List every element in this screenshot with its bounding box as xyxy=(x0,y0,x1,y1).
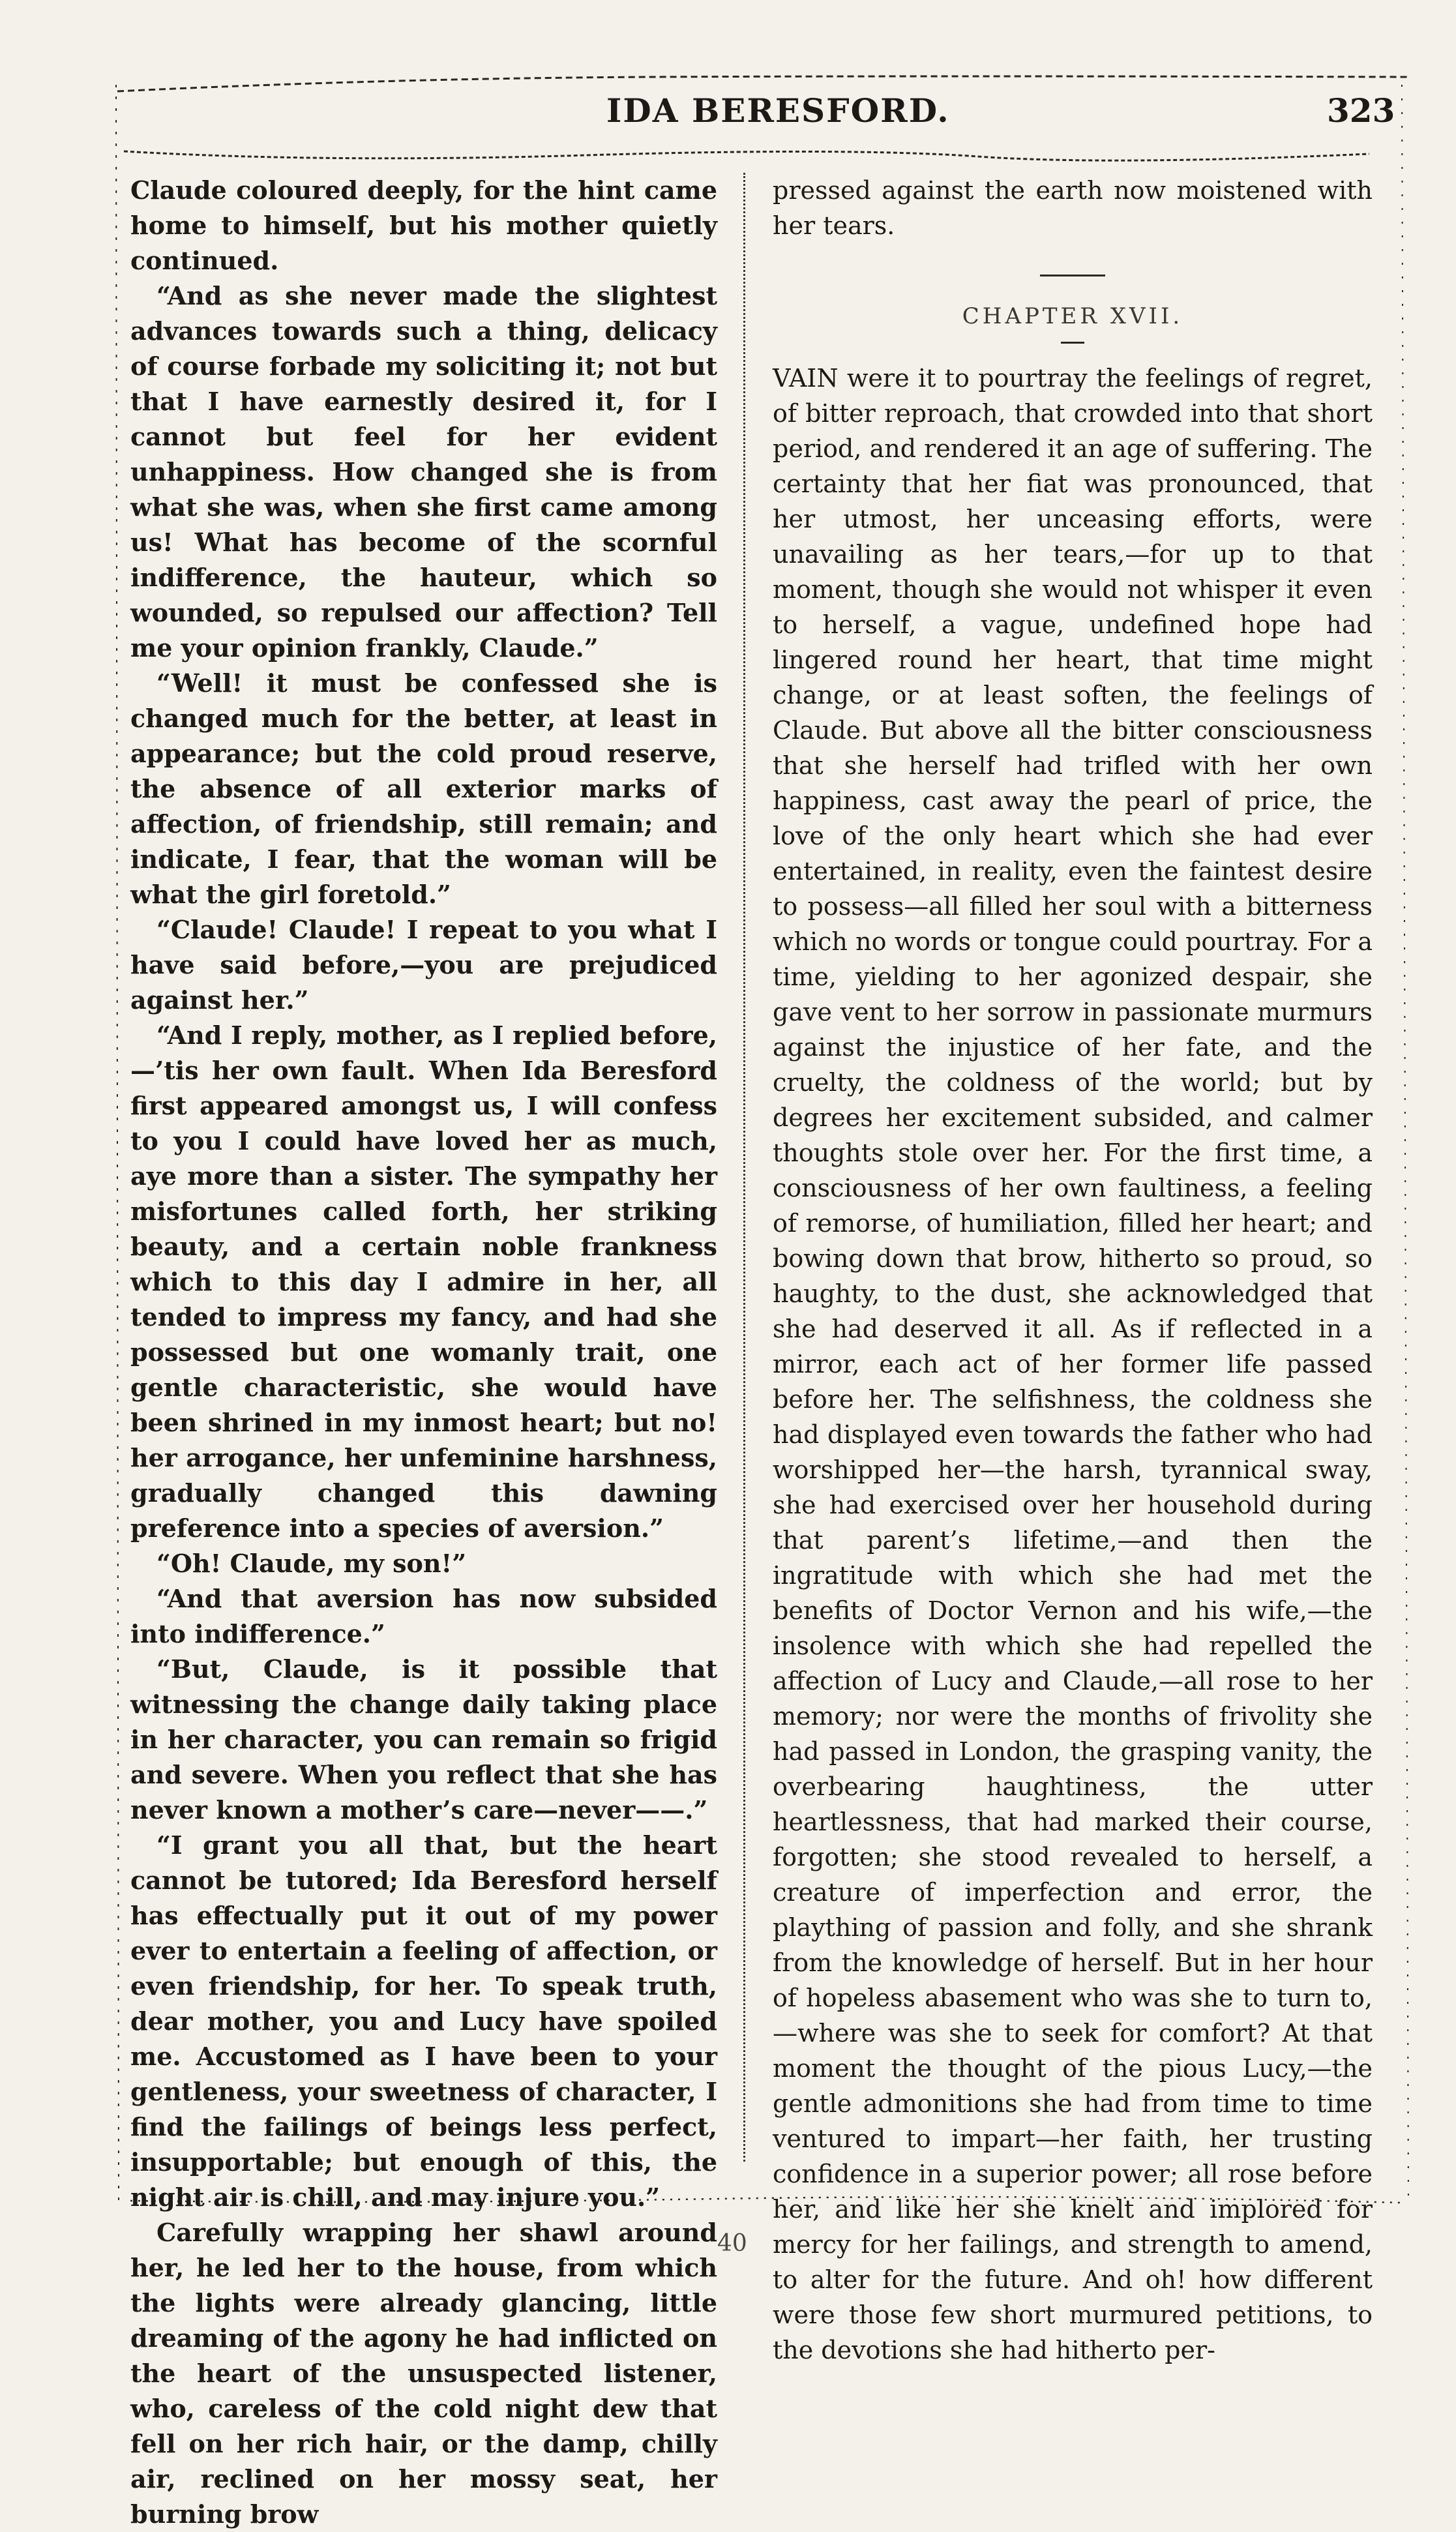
chapter-heading: CHAPTER XVII. xyxy=(962,303,1183,329)
paragraph: “And as she never made the slightest advances towards such a thing, delicacy of course forbade my soliciting it; not but that I have earnestly desired it, for I cannot but feel for her evident unhappiness. How changed she is from what she was, when she first came among us! What has become of the scornful indifference, the hauteur, which so wounded, so repulsed our affection? Tell me your opinion frankly, Claude.” xyxy=(130,281,717,663)
paragraph: “And that aversion has now subsided into indifference.” xyxy=(130,1584,717,1648)
section-rule xyxy=(1040,275,1105,276)
page-number: 323 xyxy=(1327,91,1395,130)
paragraph: “But, Claude, is it possible that witnessing the change daily taking place in her character, you can remain so frigid and severe. When you reflect that she has never known a mother’s care—never——.” xyxy=(130,1654,717,1825)
continuation-text: pressed against the earth now moistened with her tears. xyxy=(773,176,1373,240)
running-title: IDA BERESFORD. xyxy=(606,91,950,130)
right-column xyxy=(773,173,1373,2368)
paragraph: VAIN were it to pourtray the feelings of regret, of bitter reproach, that crowded into that short period, and rendered it an age of suffering. The certainty that her fiat was pronounced, that her utmost, her unceasing efforts, were unavailing as her tears,—for up to that moment, though she would not whisper it even to herself, a vague, undefined hope had lingered round her heart, that time might change, or at least soften, the feelings of Claude. But above all the bitter consciousness that she herself had trifled with her own happiness, cast away the pearl of price, the love of the only heart which she had ever entertained, in reality, even the faintest desire to possess—all filled her soul with a bitterness which no words or tongue could pourtray. For a time, yielding to her agonized despair, she gave vent to her sorrow in passionate murmurs against the injustice of her fate, and the cruelty, the coldness of the world; but by degrees her excitement subsided, and calmer thoughts stole over her. For the first time, a consciousness of her own faultiness, a feeling of remorse, of humiliation, filled her heart; and bowing down that brow, hitherto so proud, so haughty, to the dust, she acknowledged that she had deserved it all. As if reflected in a mirror, each act of her former life passed before her. The selfishness, the coldness she had displayed even towards the father who had worshipped her—the harsh, tyrannical sway, she had exercised over her household during that parent’s lifetime,—and then the ingratitude with which she had met the benefits of Doctor Vernon and his wife,—the insolence with which she had repelled the affection of Lucy and Claude,—all rose to her memory; nor were the months of frivolity she had passed in London, the grasping vanity, the overbearing haughtiness, the utter heartlessness, that had marked their course, forgotten; she stood revealed to herself, a creature of imperfection and error, the plaything of passion and folly, and she shrank from the knowledge of herself. But in her hour of hopeless abasement who was she to turn to,—where was she to seek for comfort? At that moment the thought of the pious Lucy,—the gentle admonitions she had from time to time ventured to impart—her faith, her trusting confidence in a superior power; all rose before her, and like her she knelt and implored for mercy for her failings, and strength to amend, to alter for the future. And oh! how different were those few short murmured petitions, to the devotions she had hitherto per- xyxy=(773,364,1373,2364)
heading-rule xyxy=(1061,342,1084,344)
column-divider xyxy=(743,173,745,2162)
paragraph: “And I reply, mother, as I replied before,—’tis her own fault. When Ida Beresford first appeared amongst us, I will confess to you I could have loved her as much, aye more than a sister. The sympathy her misfortunes called forth, her striking beauty, and a certain noble frankness which to this day I admire in her, all tended to impress my fancy, and had she possessed but one womanly trait, one gentle characteristic, she would have been shrined in my inmost heart; but no! her arrogance, her unfeminine harshness, gradually changed this dawning preference into a species of aversion.” xyxy=(130,1020,717,1543)
paragraph: Carefully wrapping her shawl around her, he led her to the house, from which the lights were already glancing, little dreaming of the agony he had inflicted on the heart of the unsuspected listener, who, careless of the cold night dew that fell on her rich hair, or the damp, chilly air, reclined on her mossy seat, her burning brow xyxy=(130,2218,717,2529)
left-column xyxy=(130,173,717,2532)
paragraph: “Oh! Claude, my son!” xyxy=(156,1549,467,1578)
paragraph: Claude coloured deeply, for the hint came home to himself, but his mother quietly continued. xyxy=(130,175,717,275)
paragraph: “Claude! Claude! I repeat to you what I have said before,—you are prejudiced against her.” xyxy=(130,915,717,1015)
paragraph: “I grant you all that, but the heart cannot be tutored; Ida Beresford herself has effectually put it out of my power ever to entertain a feeling of affection, or even friendship, for her. To speak truth, dear mother, you and Lucy have spoiled me. Accustomed as I have been to your gentleness, your sweetness of character, I find the failings of beings less perfect, insupportable; but enough of this, the night air is chill, and may injure you.” xyxy=(130,1830,717,2212)
paragraph: “Well! it must be confessed she is changed much for the better, at least in appearance; but the cold proud reserve, the absence of all exterior marks of affection, of friendship, still remain; and indicate, I fear, that the woman will be what the girl foretold.” xyxy=(130,668,717,909)
signature-mark: 40 xyxy=(717,2230,747,2257)
